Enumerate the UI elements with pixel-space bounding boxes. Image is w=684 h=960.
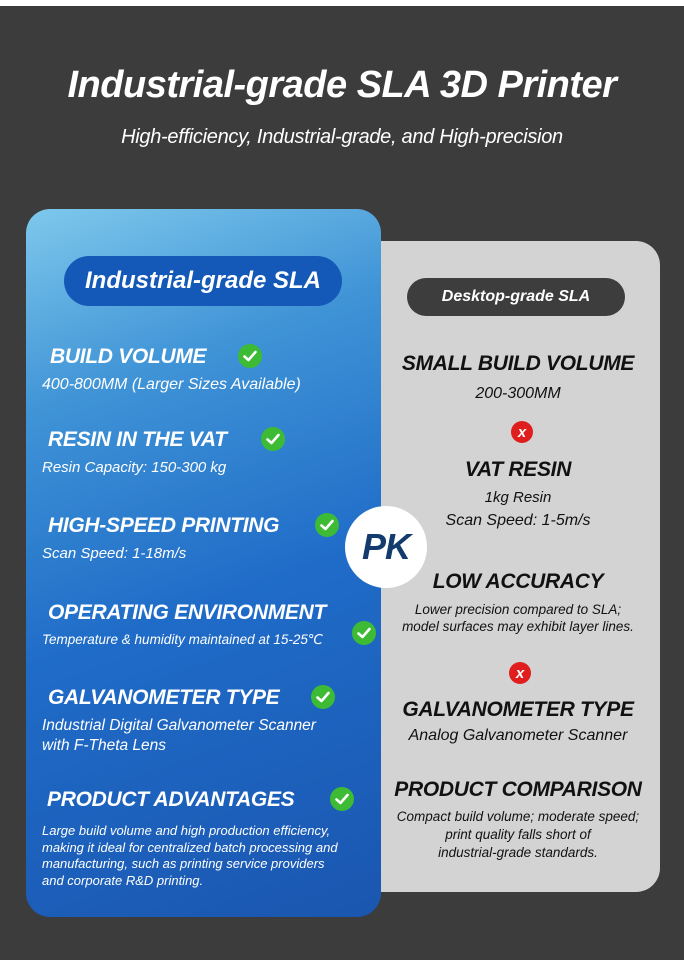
desktop-heading-build-volume: SMALL BUILD VOLUME xyxy=(401,352,635,375)
industrial-heading-resin: RESIN IN THE VAT xyxy=(48,428,227,451)
page-title: Industrial-grade SLA 3D Printer xyxy=(67,64,617,106)
checkmark-circle-icon xyxy=(330,787,354,811)
industrial-detail-advantages-3: manufacturing, such as printing service providers xyxy=(42,856,325,871)
desktop-heading-comparison: PRODUCT COMPARISON xyxy=(394,778,642,801)
checkmark-circle-icon xyxy=(238,344,262,368)
desktop-detail-comparison-2: print quality falls short of xyxy=(445,827,591,842)
industrial-sla-label: Industrial-grade SLA xyxy=(64,256,342,306)
checkmark-circle-icon xyxy=(311,685,335,709)
industrial-heading-build-volume: BUILD VOLUME xyxy=(50,345,207,368)
desktop-detail-vat-resin-1: 1kg Resin xyxy=(484,489,552,506)
desktop-detail-accuracy-1: Lower precision compared to SLA; xyxy=(414,602,622,617)
industrial-heading-advantages: PRODUCT ADVANTAGES xyxy=(47,788,295,811)
x-circle-icon: x xyxy=(509,662,531,684)
top-border xyxy=(0,0,684,6)
desktop-detail-accuracy-2: model surfaces may exhibit layer lines. xyxy=(402,619,634,634)
desktop-heading-accuracy: LOW ACCURACY xyxy=(432,570,604,593)
industrial-detail-resin: Resin Capacity: 150-300 kg xyxy=(42,459,227,476)
industrial-detail-galvanometer-2: with F-Theta Lens xyxy=(42,737,167,754)
industrial-detail-advantages-4: and corporate R&D printing. xyxy=(42,873,204,888)
checkmark-circle-icon xyxy=(315,513,339,537)
industrial-detail-advantages-1: Large build volume and high production efficiency, xyxy=(42,823,331,838)
desktop-detail-vat-resin-2: Scan Speed: 1-5m/s xyxy=(445,512,591,529)
checkmark-circle-icon xyxy=(261,427,285,451)
industrial-detail-speed: Scan Speed: 1-18m/s xyxy=(42,545,187,562)
industrial-heading-environment: OPERATING ENVIRONMENT xyxy=(48,601,326,624)
page-subtitle: High-efficiency, Industrial-grade, and High-precision xyxy=(121,126,563,148)
desktop-detail-galvanometer: Analog Galvanometer Scanner xyxy=(408,727,628,744)
industrial-detail-advantages-2: making it ideal for centralized batch processing and xyxy=(42,840,338,855)
desktop-detail-comparison-1: Compact build volume; moderate speed; xyxy=(396,809,640,824)
x-circle-icon: x xyxy=(511,421,533,443)
industrial-detail-environment: Temperature & humidity maintained at 15-25℃ xyxy=(42,632,324,647)
industrial-heading-galvanometer: GALVANOMETER TYPE xyxy=(48,686,280,709)
desktop-detail-comparison-3: industrial-grade standards. xyxy=(438,845,598,860)
desktop-heading-galvanometer: GALVANOMETER TYPE xyxy=(402,698,634,721)
desktop-sla-label: Desktop-grade SLA xyxy=(407,278,625,316)
industrial-detail-build-volume: 400-800MM (Larger Sizes Available) xyxy=(42,376,301,393)
desktop-heading-vat-resin: VAT RESIN xyxy=(464,458,572,481)
industrial-heading-speed: HIGH-SPEED PRINTING xyxy=(48,514,280,537)
industrial-detail-galvanometer-1: Industrial Digital Galvanometer Scanner xyxy=(42,717,316,734)
desktop-detail-build-volume: 200-300MM xyxy=(475,385,561,402)
pk-badge: PK xyxy=(345,506,427,588)
checkmark-circle-icon xyxy=(352,621,376,645)
